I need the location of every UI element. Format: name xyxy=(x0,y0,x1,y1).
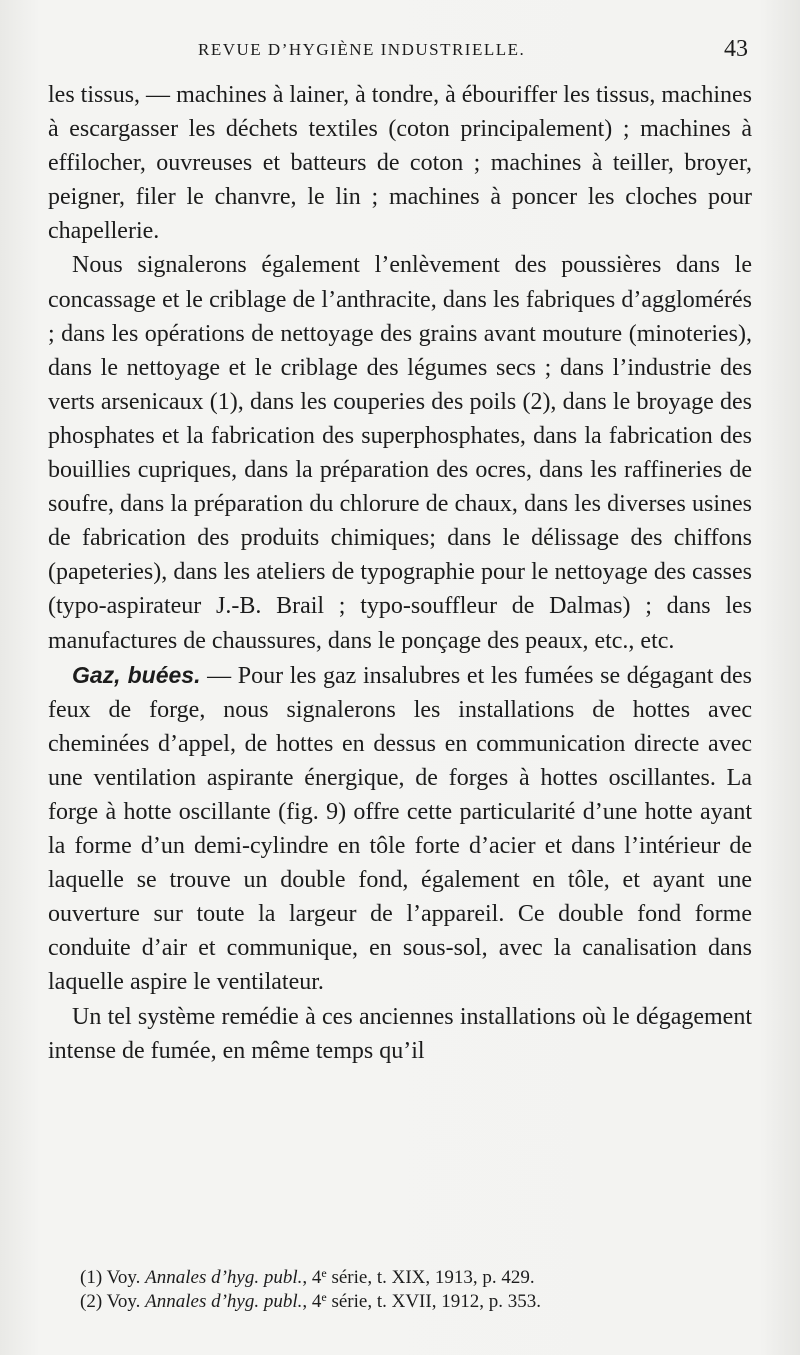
footnote-2 xyxy=(80,1290,760,1314)
footnote-citation: série, t. XVII, 1912, p. 353. xyxy=(326,1291,541,1312)
footnote-series: , 4 xyxy=(302,1267,322,1288)
page-header xyxy=(48,36,748,66)
footnote-journal: Annales d’hyg. publ. xyxy=(145,1267,303,1288)
paragraph-3 xyxy=(48,658,752,1000)
footnote-marker: (1) xyxy=(80,1267,103,1288)
paragraph-1: les tissus, — machines à lainer, à tondre, à ébouriffer les tissus, machines à escargasser les déchets textiles (coton principalement) ; machines à effilocher, ouvreuses et batteurs de coton ; machines à teiller, broyer, peigner, filer le chanvre, le lin ; machines à poncer les cloches pour chapellerie. xyxy=(48,82,752,245)
footnote-voy: Voy. xyxy=(106,1267,141,1288)
paragraph-3-text: — Pour les gaz insalubres et les fumées se dégagant des feux de forge, nous signalerons les installations de hottes avec cheminées d’appel, de hottes en dessus en communication directe avec une ventilation aspirante énergique, de forges à hottes oscillantes. La forge à hotte oscillante (fig. 9) offre cette particularité d’une hotte ayant la forme d’un demi-cylindre en tôle forte d’acier et dans l’intérieur de laquelle se trouve un double fond, également en tôle, et ayant une ouverture sur toute la largeur de l’appareil. Ce double fond forme conduite d’air et communique, en sous-sol, avec la canalisation dans laquelle aspire le ventilateur. xyxy=(48,662,752,996)
paragraph-2: Nous signalerons également l’enlèvement des poussières dans le concassage et le criblage de l’anthracite, dans les fabriques d’agglomérés ; dans les opérations de nettoyage des grains avant mouture (minoteries), dans le nettoyage et le criblage des légumes secs ; dans l’industrie des verts arsenicaux (1), dans les couperies des poils (2), dans le broyage des phosphates et la fabrication des superphosphates, dans la fabrication des bouillies cupriques, dans la préparation des ocres, dans les raffineries de soufre, dans la préparation du chlorure de chaux, dans les diverses usines de fabrication des produits chimiques; dans le délissage des chiffons (papeteries), dans les ateliers de typographie pour le nettoyage des casses (typo-aspirateur J.-B. Brail ; typo-souffleur de Dalmas) ; dans les manufactures de chaussures, dans le ponçage des peaux, etc., etc. xyxy=(48,252,752,654)
body-text xyxy=(48,78,752,1068)
paragraph-4: Un tel système remédie à ces anciennes installations où le dégagement intense de fumée, en même temps qu’il xyxy=(48,1003,752,1064)
footnotes xyxy=(80,1266,760,1314)
footnote-journal: Annales d’hyg. publ. xyxy=(145,1291,303,1312)
section-lead: Gaz, buées. xyxy=(72,661,201,688)
footnote-series-sup: e xyxy=(321,1266,327,1280)
footnote-voy: Voy. xyxy=(106,1291,141,1312)
running-head: REVUE D’HYGIÈNE INDUSTRIELLE. xyxy=(198,40,526,59)
footnote-marker: (2) xyxy=(80,1291,103,1312)
footnote-series-sup: e xyxy=(321,1290,327,1304)
page-number: 43 xyxy=(724,36,748,62)
footnote-citation: série, t. XIX, 1913, p. 429. xyxy=(326,1267,535,1288)
footnote-1 xyxy=(80,1266,760,1290)
footnote-series: , 4 xyxy=(302,1291,322,1312)
